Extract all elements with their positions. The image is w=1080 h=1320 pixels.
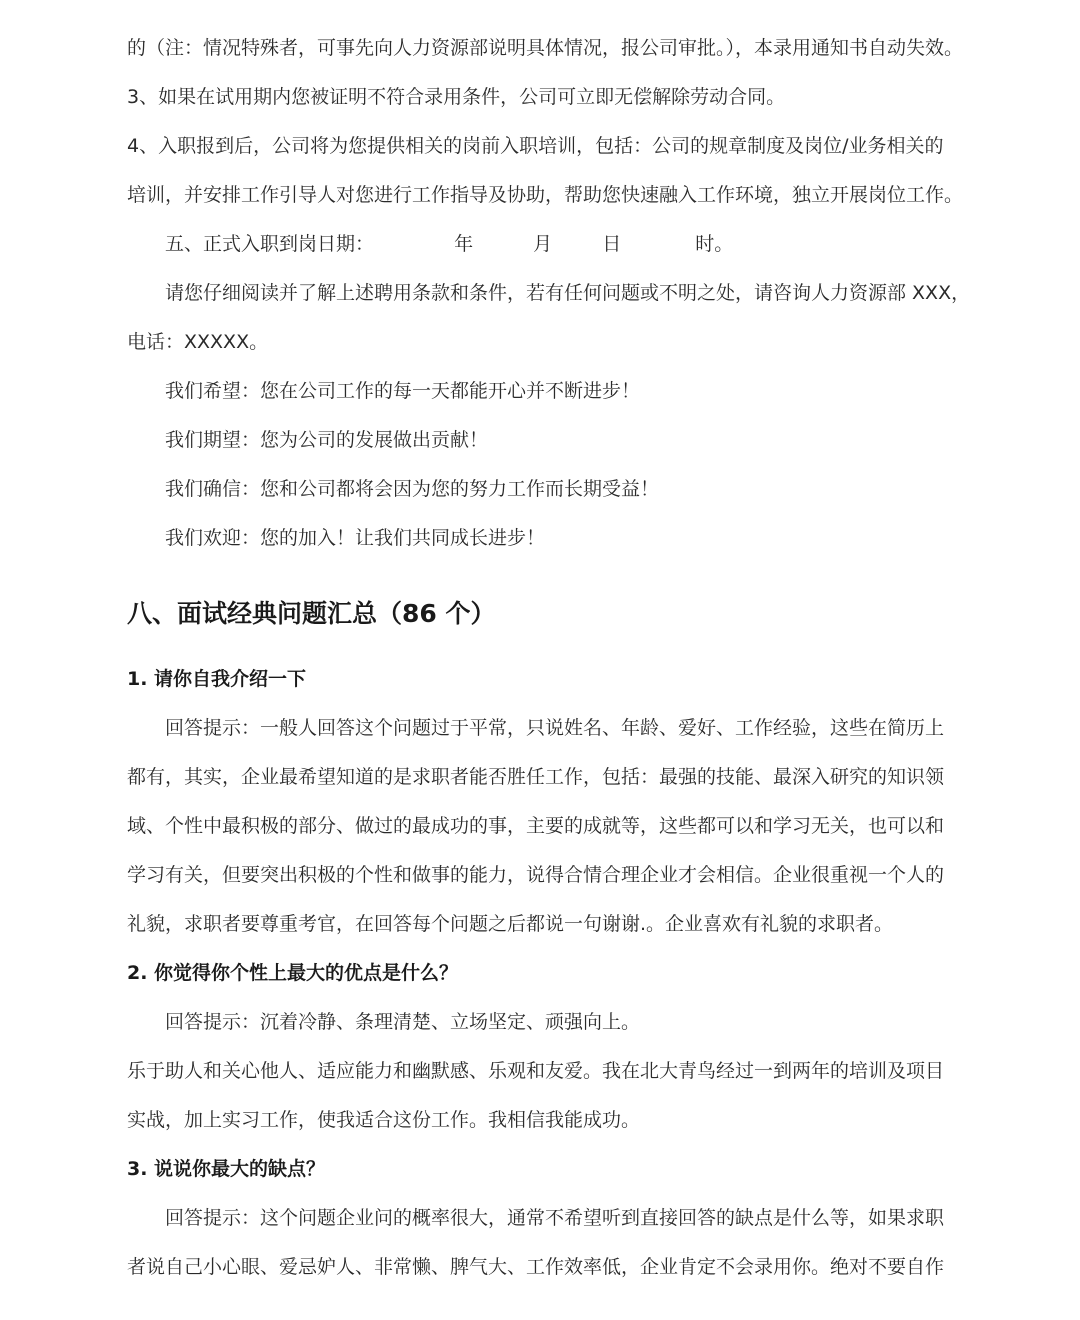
answer-line: 回答提示：这个问题企业问的概率很大，通常不希望听到直接回答的缺点是什么等，如果求职 [165,1207,945,1229]
answer-line: 域、个性中最积极的部分、做过的最成功的事，主要的成就等，这些都可以和学习无关，也可以和 [127,815,945,837]
text-line: 电话：XXXXX。 [127,331,269,353]
text-line: 我们希望：您在公司工作的每一天都能开心并不断进步！ [165,380,641,402]
answer-line: 都有，其实，企业最希望知道的是求职者能否胜任工作，包括：最强的技能、最深入研究的知识领 [127,766,945,788]
text-line: 培训，并安排工作引导人对您进行工作指导及协助，帮助您快速融入工作环境，独立开展岗位工作。 [127,184,964,206]
text-line: 我们确信：您和公司都将会因为您的努力工作而长期受益！ [165,478,660,500]
answer-line: 者说自己小心眼、爱忌妒人、非常懒、脾气大、工作效率低，企业肯定不会录用你。绝对不要自作 [127,1256,945,1278]
answer-line: 回答提示：沉着冷静、条理清楚、立场坚定、顽强向上。 [165,1011,641,1033]
date-hour: 时。 [695,233,734,255]
section-title: 八、面试经典问题汇总（86 个） [127,599,496,628]
date-month: 月 [533,233,553,255]
start-date-line [165,229,957,259]
text-line: 我们欢迎：您的加入！让我们共同成长进步！ [165,527,546,549]
answer-line: 学习有关，但要突出积极的个性和做事的能力，说得合情合理企业才会相信。企业很重视一个人的 [127,864,945,886]
question-heading: 3. 说说你最大的缺点？ [127,1158,326,1180]
text-line: 的（注：情况特殊者，可事先向人力资源部说明具体情况，报公司审批。），本录用通知书自动失效。 [127,37,964,59]
date-year: 年 [454,233,474,255]
text-line: 3、如果在试用期内您被证明不符合录用条件，公司可立即无偿解除劳动合同。 [127,86,786,108]
start-date-label: 五、正式入职到岗日期： [165,233,375,255]
text-line: 请您仔细阅读并了解上述聘用条款和条件，若有任何问题或不明之处，请咨询人力资源部 XXX， [165,282,971,304]
answer-line: 回答提示：一般人回答这个问题过于平常，只说姓名、年龄、爱好、工作经验，这些在简历上 [165,717,945,739]
question-heading: 2. 你觉得你个性上最大的优点是什么？ [127,962,459,984]
answer-line: 乐于助人和关心他人、适应能力和幽默感、乐观和友爱。我在北大青鸟经过一到两年的培训及项目 [127,1060,945,1082]
answer-line: 礼貌，求职者要尊重考官，在回答每个问题之后都说一句谢谢.。企业喜欢有礼貌的求职者。 [127,913,894,935]
text-line: 我们期望：您为公司的发展做出贡献！ [165,429,489,451]
question-heading: 1. 请你自我介绍一下 [127,668,307,690]
text-line: 4、入职报到后，公司将为您提供相关的岗前入职培训，包括：公司的规章制度及岗位/业务相关的 [127,135,944,157]
date-day: 日 [602,233,622,255]
answer-line: 实战，加上实习工作，使我适合这份工作。我相信我能成功。 [127,1109,641,1131]
